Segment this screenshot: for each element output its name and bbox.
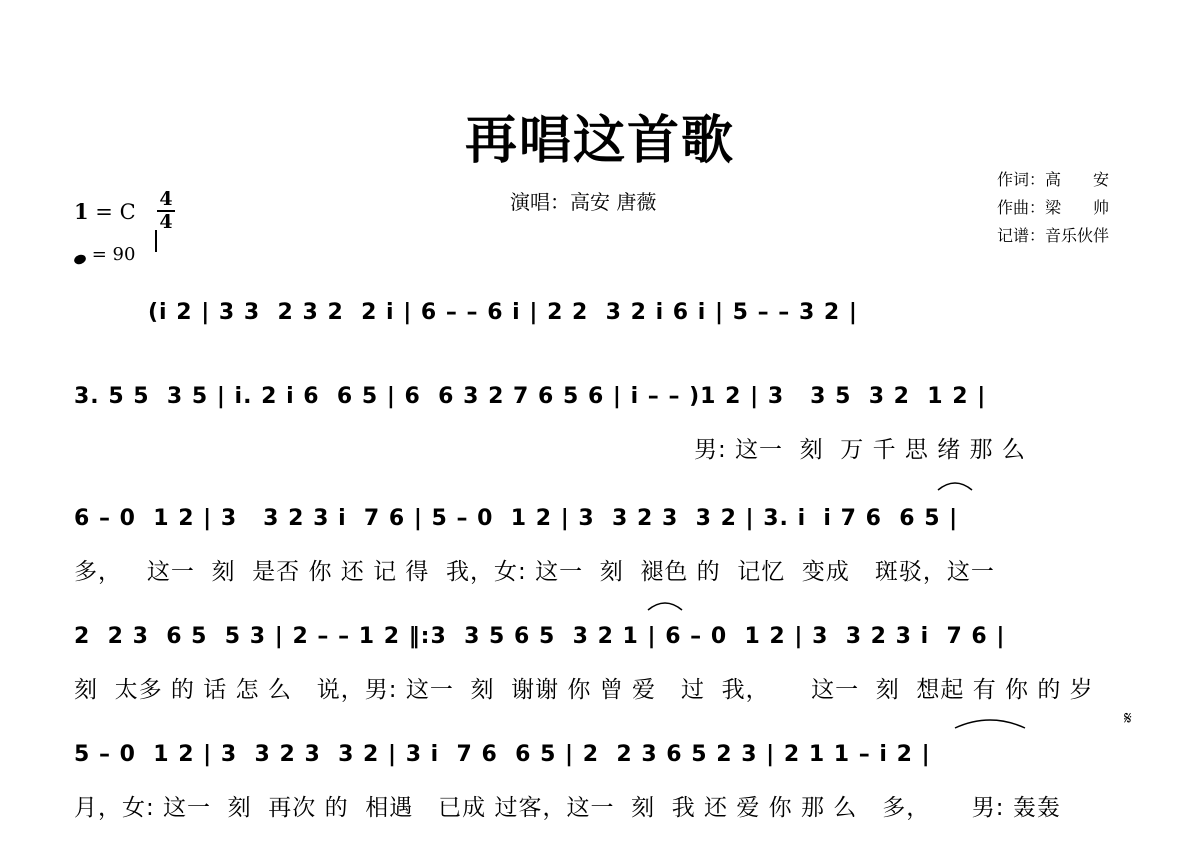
notes-line-2: 3. 5 5 3 5 | i. 2 i 6 6 5 | 6 6 3 2 7 6 5 6 | i – – )1 2 | 3 3 5 3 2 1 2 | bbox=[74, 384, 987, 409]
time-sig-bottom: 4 bbox=[159, 211, 173, 233]
segno-icon: 𝄋 bbox=[1124, 708, 1132, 729]
slur-arc bbox=[955, 720, 1025, 728]
lyrics-line-5: 月，女: 这一 刻 再次 的 相遇 已成 过客，这一 刻 我 还 爱 你 那 么 多， 男: 轰轰 bbox=[74, 795, 1061, 821]
singer-credit: 演唱：高安 唐薇 bbox=[510, 190, 657, 214]
lyricist-credit: 作词：高 安 bbox=[997, 170, 1110, 189]
lyrics-line-3: 多， 这一 刻 是否 你 还 记 得 我，女: 这一 刻 褪色 的 记忆 变成 斑驳，这一 bbox=[74, 559, 995, 585]
slur-arc bbox=[938, 483, 972, 490]
time-sig-top: 4 bbox=[159, 188, 173, 210]
key-letter: = C bbox=[88, 200, 136, 224]
tempo-value: = 90 bbox=[91, 244, 136, 265]
notes-line-5: 5 – 0 1 2 | 3 3 2 3 3 2 | 3 i 7 6 6 5 | 2 2 3 6 5 2 3 | 2 1 1 – i 2 | bbox=[74, 742, 931, 767]
notes-line-3: 6 – 0 1 2 | 3 3 2 3 i 7 6 | 5 – 0 1 2 | 3 3 2 3 3 2 | 3. i i 7 6 6 5 | bbox=[74, 506, 959, 531]
lyrics-line-4: 刻 太多 的 话 怎 么 说，男: 这一 刻 谢谢 你 曾 爱 过 我， 这一 刻 想起 有 你 的 岁 bbox=[74, 677, 1094, 703]
slur-arc bbox=[648, 603, 682, 610]
lyrics-line-2: 男: 这一 刻 万 千 思 绪 那 么 bbox=[694, 437, 1026, 463]
composer-credit: 作曲：梁 帅 bbox=[997, 198, 1110, 217]
notes-line-1: (i 2 | 3 3 2 3 2 2 i | 6 – – 6 i | 2 2 3 2 i 6 i | 5 – – 3 2 | bbox=[148, 300, 858, 325]
transcriber-credit: 记谱：音乐伙伴 bbox=[997, 226, 1110, 245]
notes-line-4: 2 2 3 6 5 5 3 | 2 – – 1 2 ‖:3 3 5 6 5 3 2 1 | 6 – 0 1 2 | 3 3 2 3 i 7 6 | bbox=[74, 624, 1006, 649]
key-one: 1 bbox=[74, 199, 89, 224]
song-title: 再唱这首歌 bbox=[464, 110, 735, 171]
